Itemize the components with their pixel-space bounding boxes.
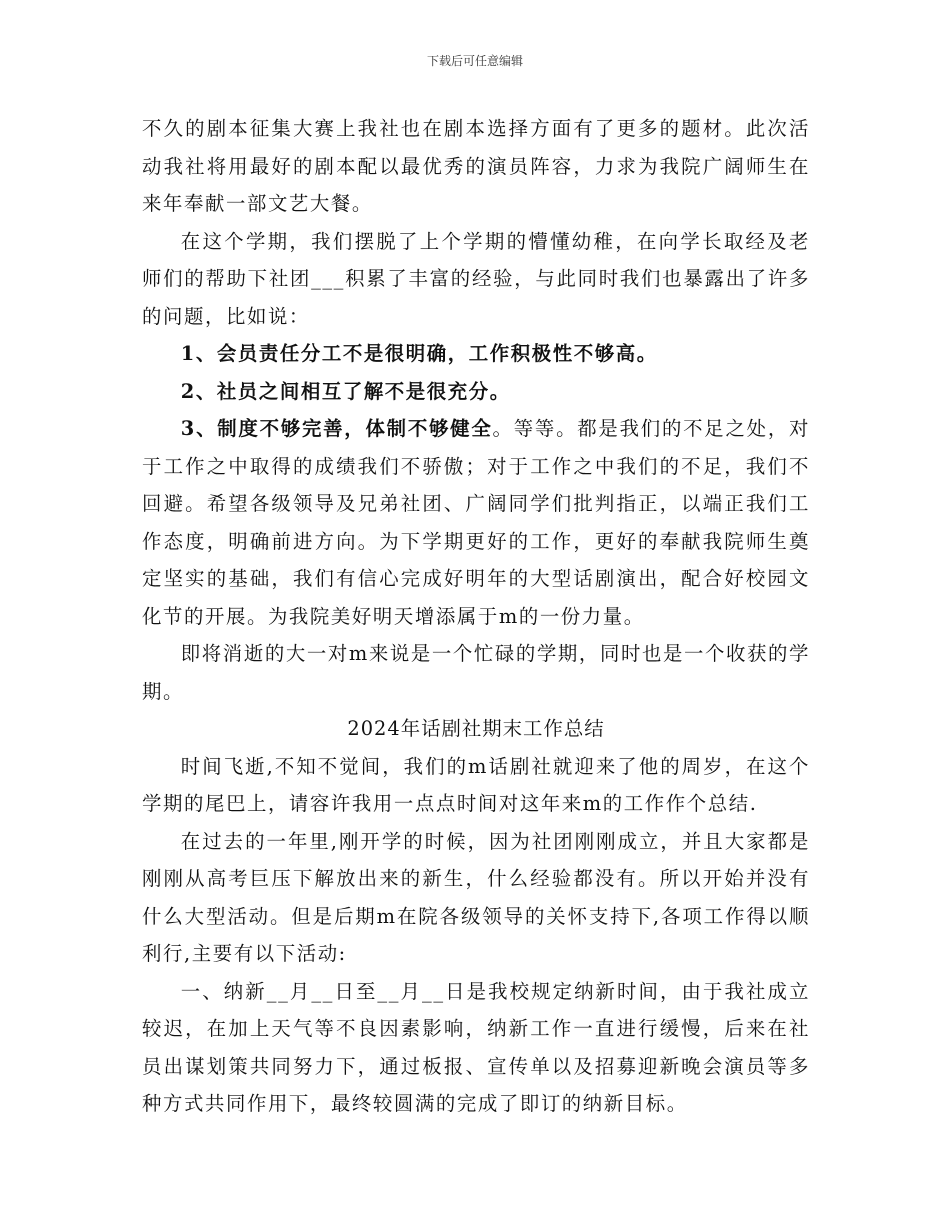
paragraph-5: 时间飞逝,不知不觉间，我们的m话剧社就迎来了他的周岁，在这个学期的尾巴上，请容许我用一点点时间对这年来m的工作作个总结. — [142, 754, 810, 815]
paragraph-7: 一、纳新__月__日至__月__日是我校规定纳新时间，由于我社成立较迟，在加上天气等不良因素影响，纳新工作一直进行缓慢，后来在社员出谋划策共同努力下，通过板报、宣传单以及招募迎新晚会演员等多种方式共同作用下，最终较圆满的完成了即订的纳新目标。 — [142, 979, 810, 1115]
paragraph-4: 即将消逝的大一对m来说是一个忙碌的学期，同时也是一个收获的学期。 — [142, 642, 810, 703]
paragraph-6: 在过去的一年里,刚开学的时候，因为社团刚刚成立，并且大家都是刚刚从高考巨压下解放出来的新生，什么经验都没有。所以开始并没有什么大型活动。但是后期m在院各级领导的关怀支持下,各项工作得以顺利行,主要有以下活动: — [142, 829, 810, 965]
document-body — [142, 110, 810, 1123]
list-item-3-bold: 3、制度不够完善，体制不够健全 — [180, 417, 493, 440]
list-item-3 — [142, 410, 810, 635]
list-item-3-rest: 。等等。都是我们的不足之处，对于工作之中取得的成绩我们不骄傲；对于工作之中我们的不足，我们不回避。希望各级领导及兄弟社团、广阔同学们批判指正，以端正我们工作态度，明确前进方向。为下学期更好的工作，更好的奉献我院师生奠定坚实的基础，我们有信心完成好明年的大型话剧演出，配合好校园文化节的开展。为我院美好明天增添属于m的一份力量。 — [142, 417, 811, 628]
paragraph-1: 不久的剧本征集大赛上我社也在剧本选择方面有了更多的题材。此次活动我社将用最好的剧本配以最优秀的演员阵容，力求为我院广阔师生在来年奉献一部文艺大餐。 — [142, 117, 810, 215]
list-item-1: 1、会员责任分工不是很明确，工作积极性不够高。 — [180, 342, 658, 365]
paragraph-2: 在这个学期，我们摆脱了上个学期的懵懂幼稚，在向学长取经及老师们的帮助下社团___积累了丰富的经验，与此同时我们也暴露出了许多的问题，比如说： — [142, 229, 810, 328]
list-item-2: 2、社员之间相互了解不是很充分。 — [180, 379, 511, 403]
section-title: 2024年话剧社期末工作总结 — [347, 717, 605, 740]
page-header: 下载后可任意编辑 — [426, 54, 523, 68]
